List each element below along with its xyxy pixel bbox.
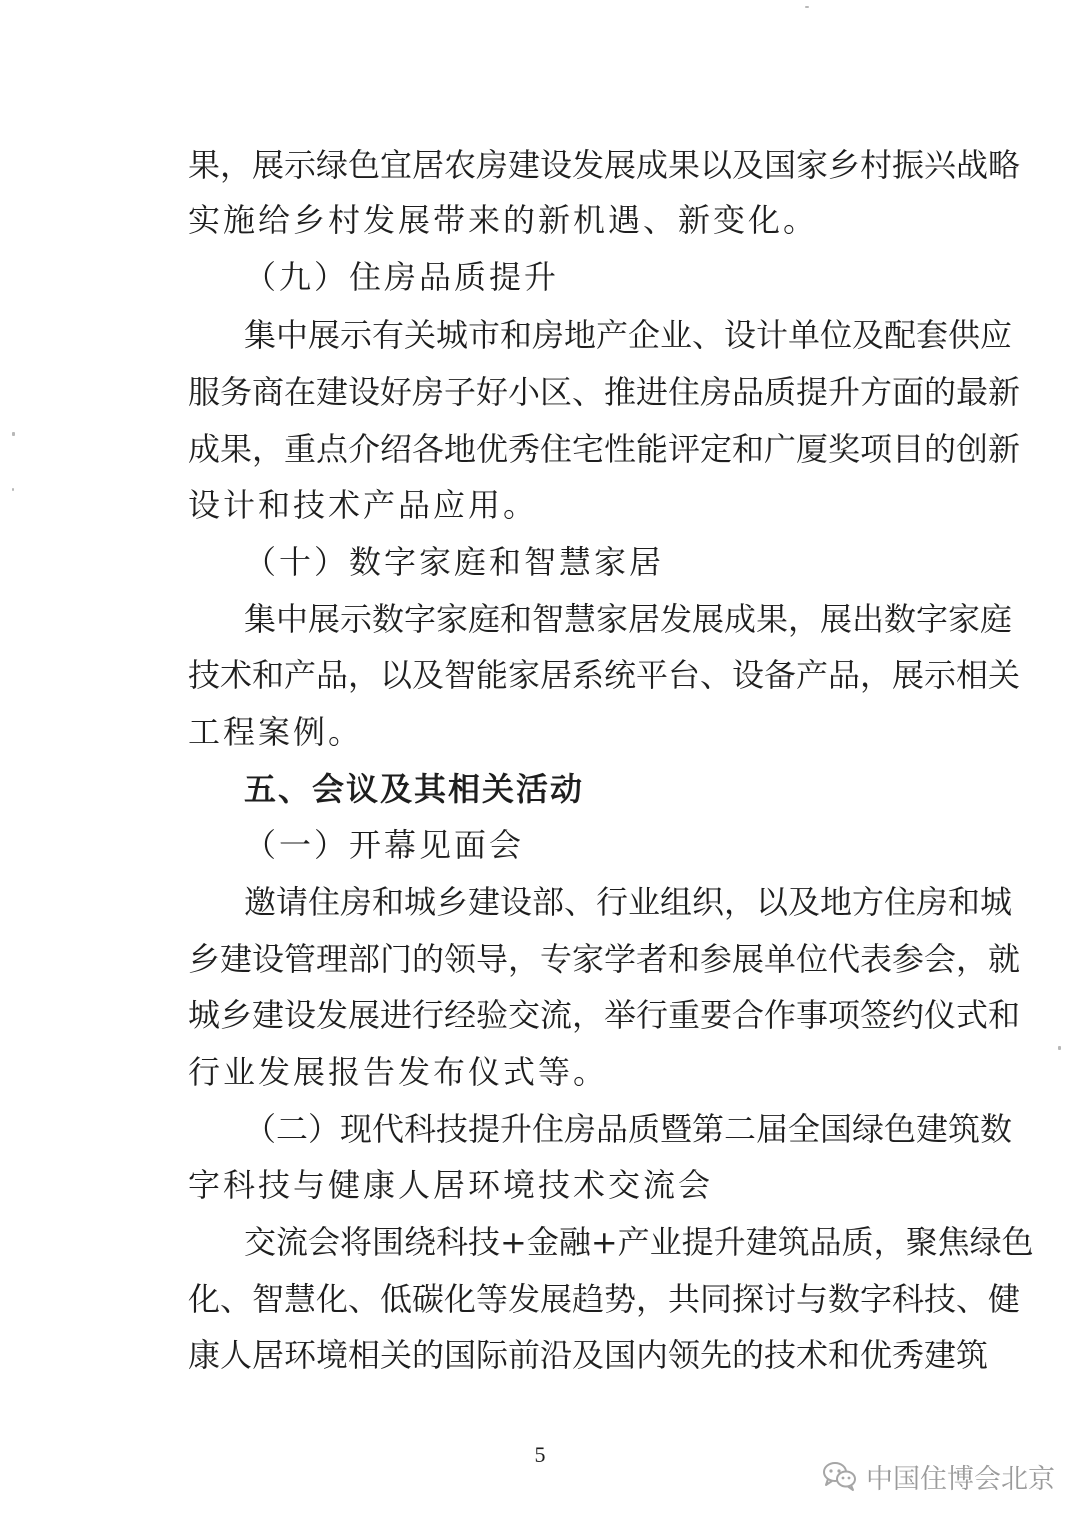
scan-speck [805, 6, 809, 8]
paragraph-line: 化、智慧化、低碳化等发展趋势，共同探讨与数字科技、健 [188, 1280, 1021, 1318]
paragraph-line: 邀请住房和城乡建设部、行业组织，以及地方住房和城 [244, 883, 1013, 921]
wechat-icon [822, 1460, 858, 1492]
paragraph-line: 集中展示有关城市和房地产企业、设计单位及配套供应 [244, 316, 1013, 354]
paragraph-line: 设计和技术产品应用。 [188, 486, 539, 524]
paragraph-line: 果，展示绿色宜居农房建设发展成果以及国家乡村振兴战略 [188, 146, 1021, 184]
paragraph-line: 集中展示数字家庭和智慧家居发展成果，展出数字家庭 [244, 600, 1013, 638]
paragraph-line: 乡建设管理部门的领导，专家学者和参展单位代表参会，就 [188, 940, 1021, 978]
paragraph-line: 实施给乡村发展带来的新机遇、新变化。 [188, 201, 819, 239]
section-heading-2-continued: 字科技与健康人居环境技术交流会 [188, 1166, 714, 1204]
scan-speck [12, 432, 15, 436]
watermark [822, 1456, 1055, 1496]
page-number: 5 [534, 1442, 546, 1467]
section-heading-1: （一）开幕见面会 [244, 826, 525, 864]
paragraph-line: 服务商在建设好房子好小区、推进住房品质提升方面的最新 [188, 373, 1021, 411]
section-heading-2: （二）现代科技提升住房品质暨第二届全国绿色建筑数 [244, 1110, 1013, 1148]
paragraph-line: 技术和产品，以及智能家居系统平台、设备产品，展示相关 [188, 656, 1021, 694]
chapter-heading-5: 五、会议及其相关活动 [244, 770, 585, 808]
paragraph-line: 城乡建设发展进行经验交流，举行重要合作事项签约仪式和 [188, 996, 1021, 1034]
section-heading-10: （十）数字家庭和智慧家居 [244, 543, 665, 581]
watermark-text: 中国住博会北京 [866, 1463, 1055, 1495]
paragraph-line: 交流会将围绕科技+金融+产业提升建筑品质，聚焦绿色 [244, 1223, 1034, 1261]
scan-speck [12, 488, 14, 491]
section-heading-9: （九）住房品质提升 [244, 258, 560, 296]
paragraph-line: 康人居环境相关的国际前沿及国内领先的技术和优秀建筑 [188, 1336, 989, 1374]
paragraph-line: 工程案例。 [188, 713, 364, 751]
paragraph-line: 行业发展报告发布仪式等。 [188, 1053, 609, 1091]
scan-speck [1058, 1046, 1061, 1050]
paragraph-line: 成果，重点介绍各地优秀住宅性能评定和广厦奖项目的创新 [188, 430, 1021, 468]
